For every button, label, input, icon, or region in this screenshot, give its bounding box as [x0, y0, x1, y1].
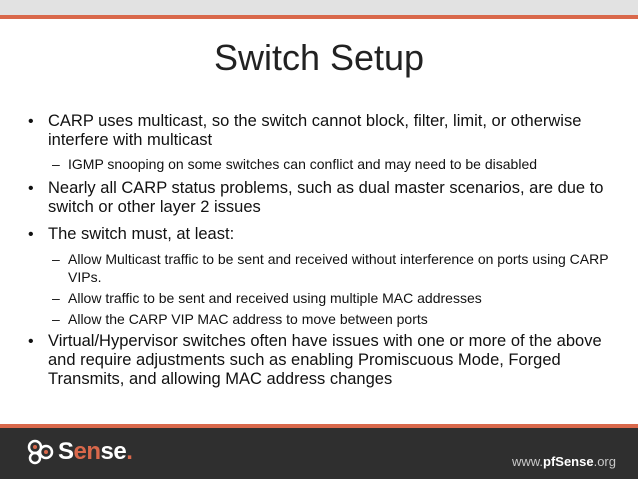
- bullet-item: [26, 112, 616, 150]
- pfsense-logo-icon: [26, 439, 56, 465]
- sub-bullet-mark: –: [52, 290, 60, 306]
- sub-bullet-item: [26, 289, 616, 307]
- sub-bullet-text: Allow the CARP VIP MAC address to move between ports: [68, 311, 428, 327]
- sub-bullet-mark: –: [52, 251, 60, 267]
- sub-bullet-text: Allow Multicast traffic to be sent and received without interference on ports using CARP VIPs.: [68, 251, 609, 285]
- bullet-text: The switch must, at least:: [48, 225, 235, 243]
- pfsense-logo: [26, 438, 132, 466]
- sub-bullet-text: Allow traffic to be sent and received using multiple MAC addresses: [68, 290, 482, 306]
- sub-bullet-mark: –: [52, 156, 60, 172]
- bullet-text: Virtual/Hypervisor switches often have issues with one or more of the above and require adjustments such as enabling Promiscuous Mode, Forged Transmits, and allowing MAC address changes: [48, 332, 602, 388]
- bullet-item: [26, 179, 616, 217]
- footer-bar: [0, 424, 638, 479]
- sub-bullet-item: [26, 155, 616, 173]
- bullet-mark: •: [28, 333, 34, 350]
- bullet-mark: •: [28, 113, 34, 130]
- footer-url: www.pfSense.org: [511, 454, 616, 469]
- bullet-item: [26, 332, 616, 389]
- bullet-text: CARP uses multicast, so the switch cannot block, filter, limit, or otherwise interfere with multicast: [48, 112, 582, 149]
- bullet-mark: •: [28, 226, 34, 243]
- slide-content: [26, 112, 616, 389]
- top-bar: [0, 0, 638, 19]
- top-accent-line: [0, 15, 638, 19]
- sub-bullet-item: [26, 250, 616, 286]
- footer-accent-line: [0, 424, 638, 428]
- sub-bullet-text: IGMP snooping on some switches can conflict and may need to be disabled: [68, 156, 538, 172]
- bullet-item: [26, 225, 616, 244]
- logo-wordmark: Sense.: [58, 438, 133, 465]
- bullet-text: Nearly all CARP status problems, such as dual master scenarios, are due to switch or other layer 2 issues: [48, 179, 604, 216]
- sub-bullet-mark: –: [52, 311, 60, 327]
- bullet-mark: •: [28, 180, 34, 197]
- sub-bullet-item: [26, 310, 616, 328]
- slide-title: Switch Setup: [213, 37, 425, 78]
